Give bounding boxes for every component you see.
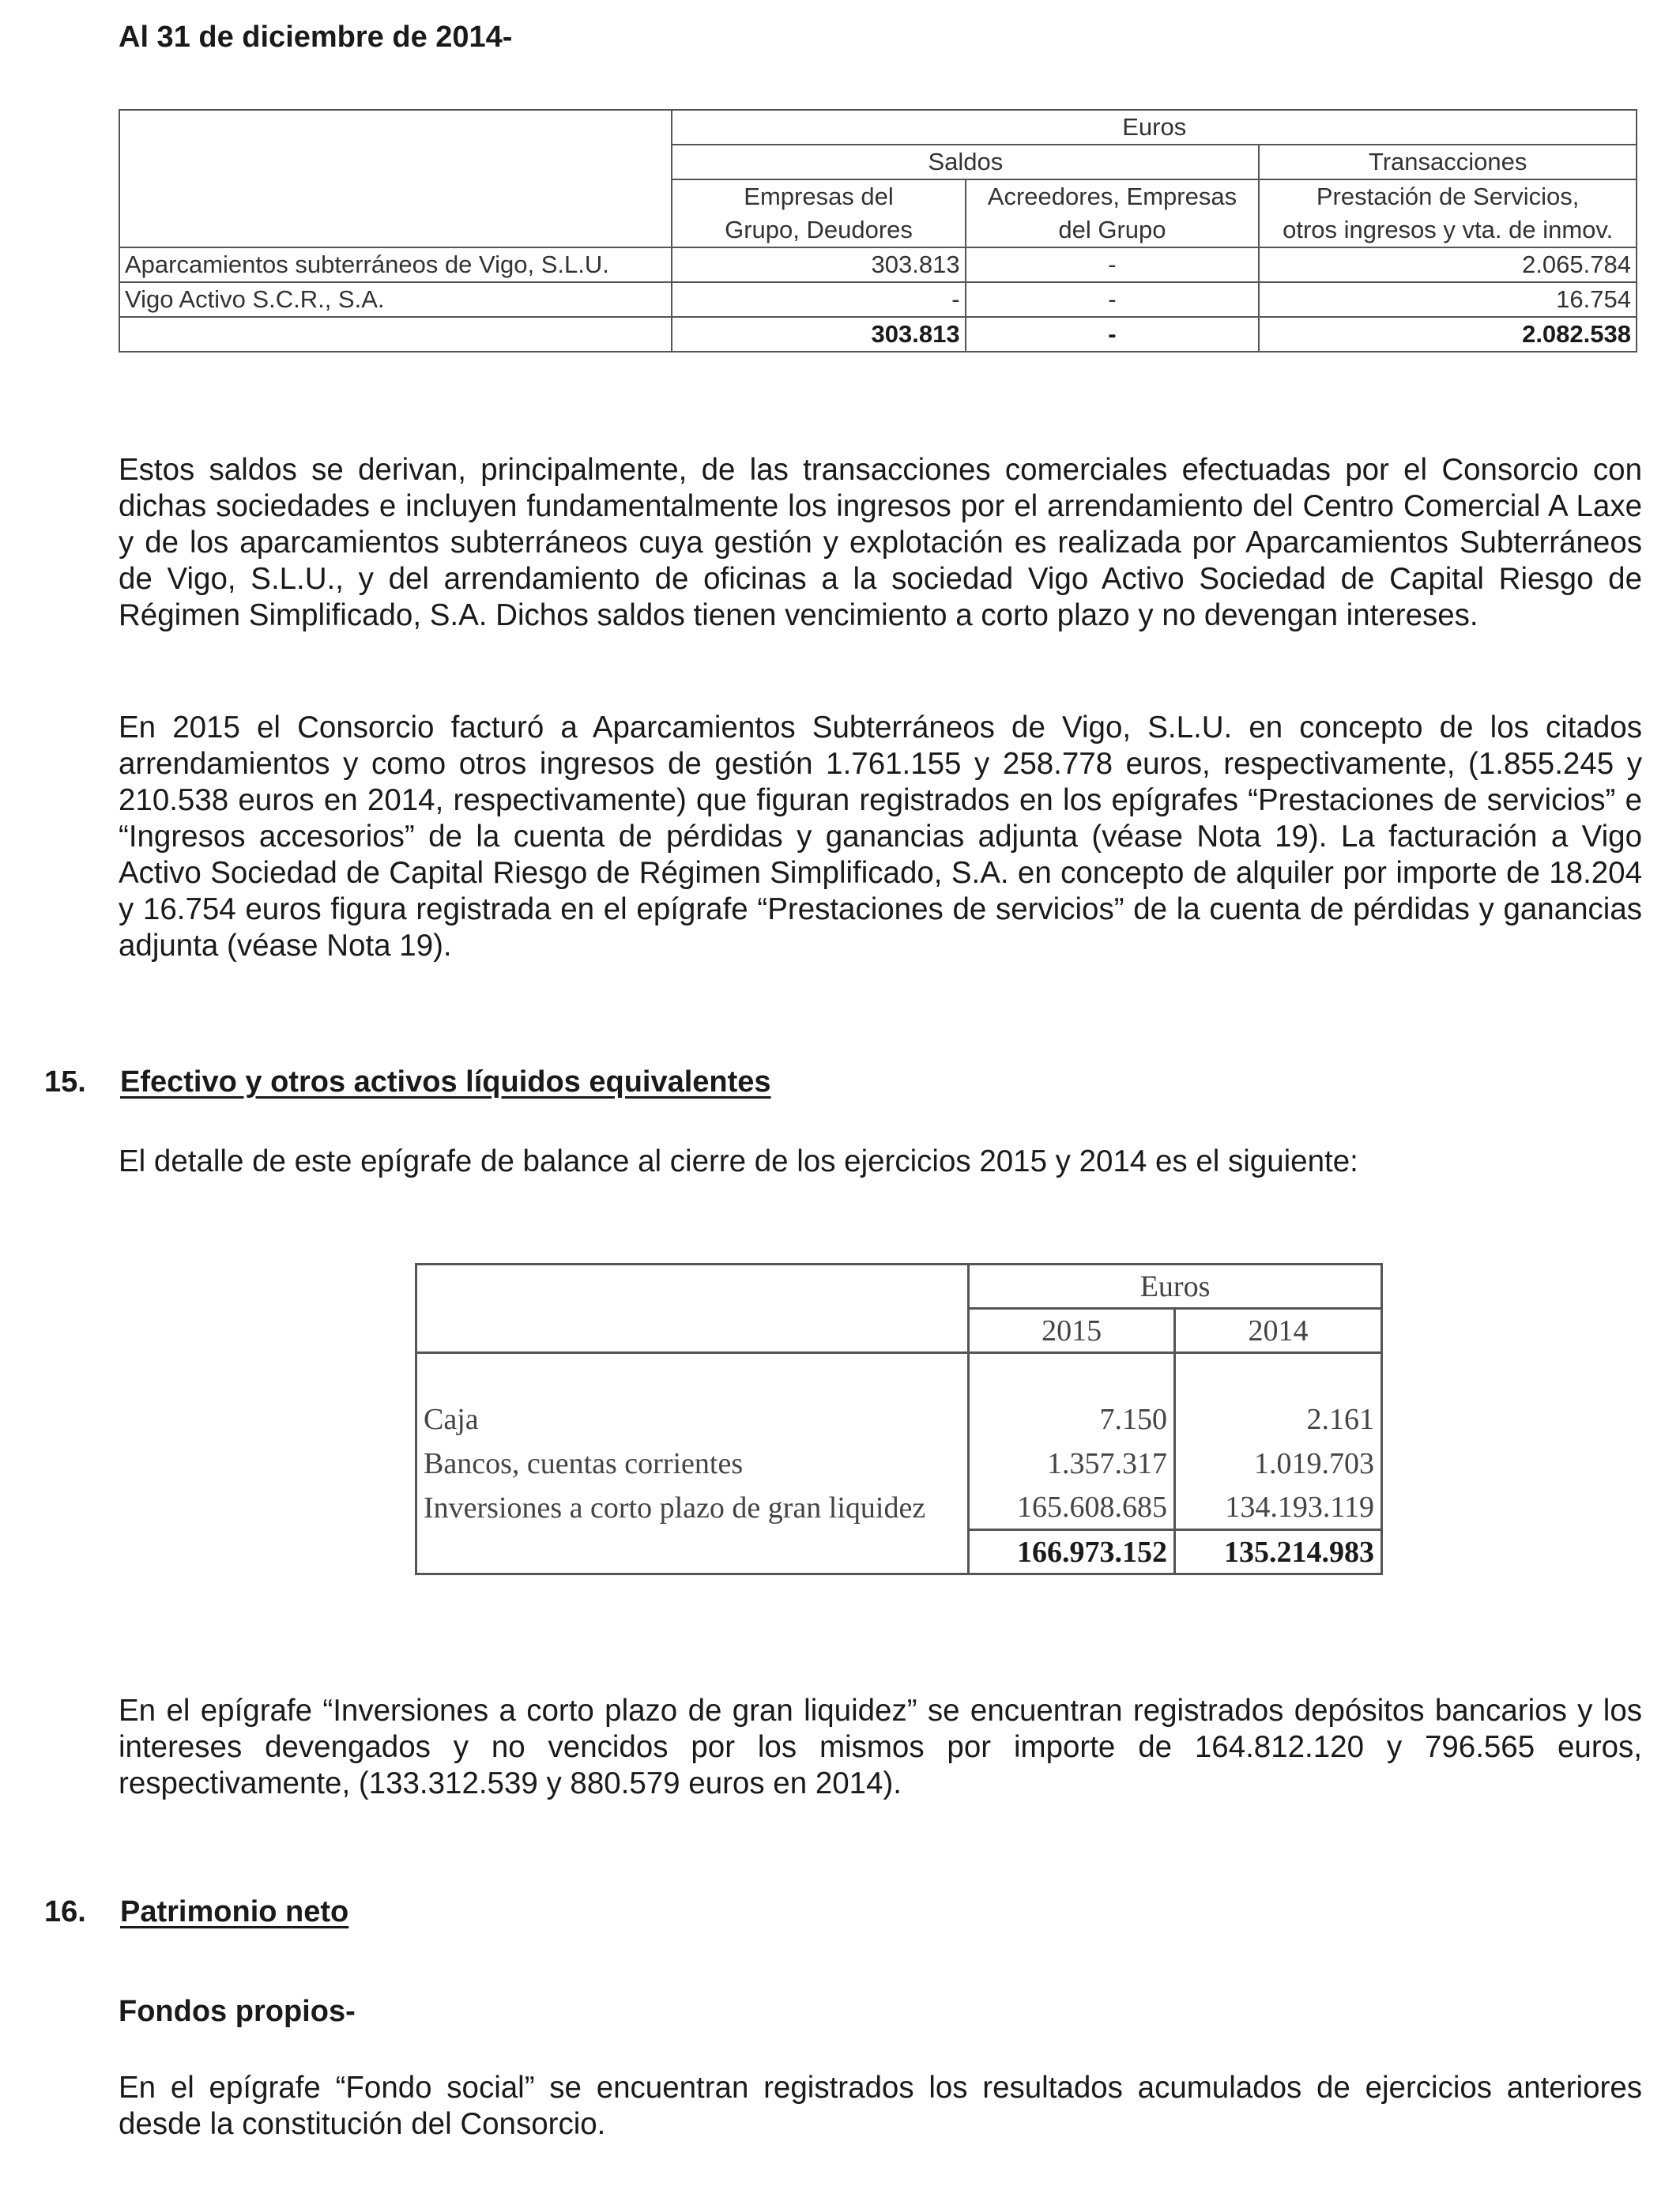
paragraph-inversiones: En el epígrafe “Inversiones a corto plazo de gran liquidez” se encuentran registrados depósitos bancarios y los intereses devengados y no vencidos por los mismos por importe de 164.812.120 y 796.565 euros, respectivamente, (133.312.539 y 880.579 euros en 2014). bbox=[119, 1694, 1642, 1800]
table-total-row bbox=[119, 317, 1637, 352]
table2-2014-header: 2014 bbox=[1175, 1309, 1382, 1353]
related-party-table-2014 bbox=[119, 109, 1637, 352]
row-prestacion: 16.754 bbox=[1259, 282, 1637, 317]
row-name: Caja bbox=[416, 1397, 969, 1442]
cash-table bbox=[415, 1263, 1383, 1575]
table1-col1-header: Empresas del bbox=[672, 179, 965, 213]
row-name: Inversiones a corto plazo de gran liquidez bbox=[416, 1486, 969, 1530]
row-deudores: - bbox=[672, 282, 965, 317]
table1-col2-header: del Grupo bbox=[966, 213, 1260, 247]
row-name: Bancos, cuentas corrientes bbox=[416, 1442, 969, 1486]
spacer bbox=[969, 1353, 1175, 1397]
total-prestacion: 2.082.538 bbox=[1259, 317, 1637, 352]
total-label-empty bbox=[119, 317, 672, 352]
table2-2015-header: 2015 bbox=[969, 1309, 1175, 1353]
total-2015: 166.973.152 bbox=[969, 1530, 1175, 1574]
section-number: 15. bbox=[44, 1065, 86, 1099]
row-2014: 2.161 bbox=[1175, 1397, 1382, 1442]
table1-empty-header bbox=[119, 179, 672, 213]
table1-col3-header: Prestación de Servicios, bbox=[1259, 179, 1637, 213]
row-prestacion: 2.065.784 bbox=[1259, 247, 1637, 282]
total-acreedores: - bbox=[966, 317, 1260, 352]
row-acreedores: - bbox=[966, 247, 1260, 282]
row-deudores: 303.813 bbox=[672, 247, 965, 282]
paragraph-saldos: Estos saldos se derivan, principalmente, de las transacciones comerciales efectuadas por el Consorcio con dichas sociedades e incluyen fundamentalmente los ingresos por el arrendamiento del Centro Comercial A Laxe y de los aparcamientos subterráneos cuya gestión y explotación es realizada por Aparcamientos Subterráneos de Vigo, S.L.U., y del arrendamiento de oficinas a la sociedad Vigo Activo Sociedad de Capital Riesgo de Régimen Simplificado, S.A. Dichos saldos tienen vencimiento a corto plazo y no devengan intereses. bbox=[119, 453, 1642, 632]
section-number: 16. bbox=[44, 1895, 86, 1928]
heading-2014: Al 31 de diciembre de 2014- bbox=[119, 21, 513, 54]
table1-col3-header: otros ingresos y vta. de inmov. bbox=[1259, 213, 1637, 247]
table-row bbox=[416, 1442, 1382, 1486]
table-row bbox=[119, 247, 1637, 282]
row-name: Vigo Activo S.C.R., S.A. bbox=[119, 282, 672, 317]
table-row bbox=[416, 1397, 1382, 1442]
table-total-row bbox=[416, 1530, 1382, 1574]
table1-empty-header bbox=[119, 110, 672, 145]
paragraph-fondo-social: En el epígrafe “Fondo social” se encuentran registrados los resultados acumulados de ejercicios anteriores desde la constitución del Consorcio. bbox=[119, 2071, 1642, 2141]
table1-euros-header: Euros bbox=[672, 110, 1637, 145]
paragraph-detalle: El detalle de este epígrafe de balance al cierre de los ejercicios 2015 y 2014 es el siguiente: bbox=[119, 1144, 1358, 1178]
total-deudores: 303.813 bbox=[672, 317, 965, 352]
table1-empty-header bbox=[119, 213, 672, 247]
section-title: Efectivo y otros activos líquidos equivalentes bbox=[120, 1065, 771, 1099]
table1-col1-header: Grupo, Deudores bbox=[672, 213, 965, 247]
section-title: Patrimonio neto bbox=[120, 1895, 349, 1928]
total-label-empty bbox=[416, 1530, 969, 1574]
paragraph-facturacion: En 2015 el Consorcio facturó a Aparcamientos Subterráneos de Vigo, S.L.U. en concepto de los citados arrendamientos y como otros ingresos de gestión 1.761.155 y 258.778 euros, respectivamente, (1.855.245 y 210.538 euros en 2014, respectivamente) que figuran registrados en los epígrafes “Prestaciones de servicios” e “Ingresos accesorios” de la cuenta de pérdidas y ganancias adjunta (véase Nota 19). La facturación a Vigo Activo Sociedad de Capital Riesgo de Régimen Simplificado, S.A. en concepto de alquiler por importe de 18.204 y 16.754 euros figura registrada en el epígrafe “Prestaciones de servicios” de la cuenta de pérdidas y ganancias adjunta (véase Nota 19). bbox=[119, 711, 1642, 963]
row-2014: 134.193.119 bbox=[1175, 1486, 1382, 1530]
table-row bbox=[416, 1486, 1382, 1530]
table1-saldos-header: Saldos bbox=[672, 145, 1259, 179]
spacer bbox=[1175, 1353, 1382, 1397]
row-name: Aparcamientos subterráneos de Vigo, S.L.U. bbox=[119, 247, 672, 282]
row-2014: 1.019.703 bbox=[1175, 1442, 1382, 1486]
section-16-title bbox=[44, 1895, 348, 1929]
row-2015: 165.608.685 bbox=[969, 1486, 1175, 1530]
total-2014: 135.214.983 bbox=[1175, 1530, 1382, 1574]
row-acreedores: - bbox=[966, 282, 1260, 317]
spacer bbox=[416, 1353, 969, 1397]
row-2015: 1.357.317 bbox=[969, 1442, 1175, 1486]
table-row bbox=[119, 282, 1637, 317]
table2-empty-header bbox=[416, 1265, 969, 1353]
table1-transacciones-header: Transacciones bbox=[1259, 145, 1637, 179]
row-2015: 7.150 bbox=[969, 1397, 1175, 1442]
table2-euros-header: Euros bbox=[969, 1265, 1382, 1309]
table1-empty-header bbox=[119, 145, 672, 179]
table1-col2-header: Acreedores, Empresas bbox=[966, 179, 1260, 213]
subheading-fondos-propios: Fondos propios- bbox=[119, 1995, 356, 2028]
section-15-title bbox=[44, 1065, 771, 1099]
